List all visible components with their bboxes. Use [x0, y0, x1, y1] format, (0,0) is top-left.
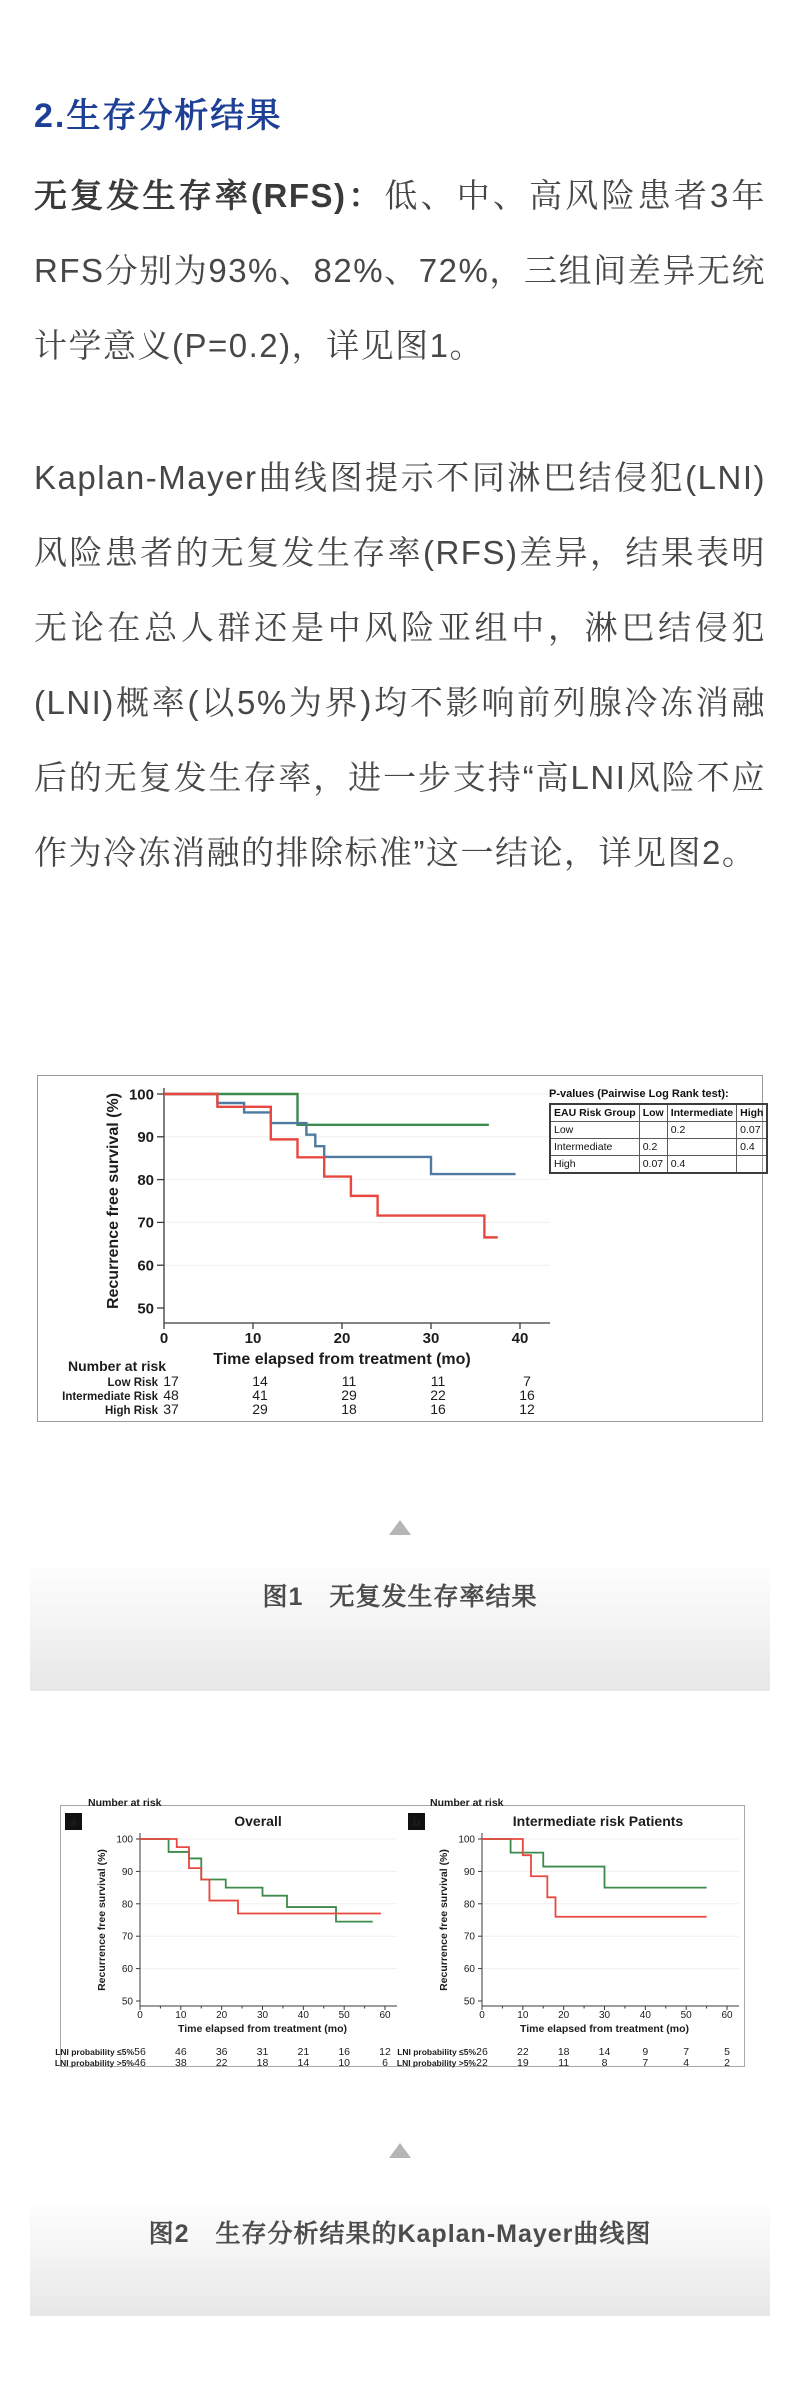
figure2-image [54, 1797, 745, 2069]
svg-text:Recurrence free survival (%): Recurrence free survival (%) [96, 1849, 108, 1991]
svg-text:60: 60 [379, 2010, 391, 2021]
section-heading: 2.生存分析结果 [34, 97, 283, 135]
svg-text:50: 50 [463, 1996, 475, 2008]
svg-text:22: 22 [476, 2057, 488, 2069]
svg-text:Low Risk: Low Risk [107, 1377, 158, 1389]
svg-text:20: 20 [558, 2010, 570, 2021]
svg-text:LNI probability >5%: LNI probability >5% [54, 2058, 134, 2068]
paragraph-rfs-lead: 无复发生存率(RFS)： [34, 177, 385, 214]
svg-text:90: 90 [463, 1866, 475, 1878]
svg-text:46: 46 [134, 2057, 146, 2069]
svg-text:90: 90 [121, 1866, 133, 1878]
svg-text:50: 50 [137, 1300, 154, 1318]
svg-text:60: 60 [137, 1257, 154, 1275]
svg-text:10: 10 [244, 1330, 262, 1347]
svg-text:12: 12 [379, 2046, 391, 2058]
svg-text:90: 90 [137, 1129, 154, 1147]
svg-text:30: 30 [422, 1330, 440, 1347]
svg-text:LNI probability >5%: LNI probability >5% [396, 2058, 476, 2068]
svg-text:80: 80 [121, 1899, 133, 1911]
svg-text:6: 6 [382, 2057, 388, 2069]
collapse-figure1-button[interactable] [389, 1520, 411, 1535]
pvalues-cell: 0.07 [639, 1156, 667, 1174]
svg-text:20: 20 [216, 2010, 228, 2021]
svg-text:60: 60 [121, 1964, 133, 1976]
svg-text:10: 10 [175, 2010, 187, 2021]
svg-text:Number at risk: Number at risk [88, 1797, 162, 1809]
pvalues-cell: Intermediate [550, 1139, 639, 1156]
pvalues-col-header: EAU Risk Group [550, 1104, 639, 1122]
svg-text:Recurrence free survival (%): Recurrence free survival (%) [438, 1849, 450, 1991]
svg-text:80: 80 [137, 1171, 154, 1189]
figure1-pvalues-table [549, 1088, 764, 1174]
svg-text:38: 38 [174, 2057, 187, 2069]
svg-text:50: 50 [338, 2010, 350, 2021]
paragraph-rfs [34, 158, 766, 383]
svg-text:70: 70 [137, 1214, 154, 1232]
svg-text:11: 11 [341, 1373, 357, 1389]
svg-text:46: 46 [174, 2046, 187, 2058]
svg-text:12: 12 [519, 1401, 535, 1417]
paragraph-kaplan-mayer: Kaplan-Mayer曲线图提示不同淋巴结侵犯(LNI)风险患者的无复发生存率(RFS)差异，结果表明无论在总人群还是中风险亚组中，淋巴结侵犯(LNI)概率(以5%为界)均不影响前列腺冷冻消融后的无复发生存率，进一步支持“高LNI风险不应作为冷冻消融的排除标准”这一结论，详见图2。 [34, 459, 766, 871]
svg-text:8: 8 [601, 2057, 608, 2069]
svg-text:16: 16 [430, 1401, 446, 1417]
paragraph-rfs-body: 低、中、高风险患者3年RFS分别为93%、82%、72%，三组间差异无统计学意义(P=0.2)，详见图1。 [34, 177, 766, 364]
svg-text:29: 29 [252, 1401, 268, 1417]
svg-text:11: 11 [558, 2057, 570, 2069]
svg-text:20: 20 [333, 1330, 351, 1347]
pvalues-col-header: Low [639, 1104, 667, 1122]
svg-text:a: a [70, 1815, 77, 1829]
svg-text:10: 10 [338, 2057, 351, 2069]
svg-text:7: 7 [523, 1373, 531, 1389]
svg-text:56: 56 [134, 2046, 146, 2058]
svg-text:100: 100 [116, 1834, 133, 1846]
pvalues-cell: 0.4 [667, 1156, 736, 1174]
svg-text:40: 40 [639, 2010, 651, 2021]
svg-text:18: 18 [557, 2046, 570, 2058]
svg-text:29: 29 [341, 1387, 357, 1403]
svg-text:16: 16 [338, 2046, 351, 2058]
svg-text:22: 22 [430, 1387, 446, 1403]
svg-text:19: 19 [516, 2057, 529, 2069]
svg-text:LNI probability ≤5%: LNI probability ≤5% [397, 2047, 476, 2057]
svg-text:10: 10 [517, 2010, 529, 2021]
svg-text:18: 18 [341, 1401, 357, 1417]
svg-text:11: 11 [430, 1373, 446, 1389]
pvalues-table [549, 1103, 768, 1174]
pvalues-cell [737, 1156, 768, 1174]
pvalues-cell: High [550, 1156, 639, 1174]
svg-text:b: b [412, 1815, 421, 1829]
figure2-km-charts [54, 1797, 744, 2069]
svg-text:30: 30 [256, 2010, 269, 2021]
svg-text:31: 31 [256, 2046, 269, 2058]
svg-text:40: 40 [511, 1330, 529, 1347]
svg-text:Intermediate risk Patients: Intermediate risk Patients [512, 1813, 684, 1829]
figure1-caption: 图1 无复发生存率结果 [262, 1583, 538, 1611]
svg-text:0: 0 [159, 1330, 169, 1347]
svg-text:14: 14 [252, 1373, 268, 1389]
svg-text:17: 17 [163, 1373, 179, 1389]
svg-text:48: 48 [163, 1387, 179, 1403]
svg-text:Overall: Overall [234, 1813, 282, 1829]
svg-text:70: 70 [463, 1931, 475, 1943]
svg-text:100: 100 [128, 1086, 154, 1104]
svg-text:Time elapsed from treatment (m: Time elapsed from treatment (mo) [519, 2023, 690, 2035]
svg-text:50: 50 [121, 1996, 133, 2008]
svg-text:60: 60 [721, 2010, 733, 2021]
svg-text:60: 60 [463, 1964, 475, 1976]
svg-text:5: 5 [724, 2046, 730, 2058]
figure2-caption: 图2 生存分析结果的Kaplan-Mayer曲线图 [148, 2220, 652, 2248]
pvalues-table-title: P-values (Pairwise Log Rank test): [549, 1088, 729, 1100]
svg-text:37: 37 [163, 1401, 179, 1417]
collapse-figure2-button[interactable] [389, 2143, 411, 2158]
svg-text:9: 9 [642, 2046, 649, 2058]
svg-text:16: 16 [519, 1387, 535, 1403]
pvalues-cell: 0.2 [667, 1122, 736, 1139]
svg-text:80: 80 [463, 1899, 475, 1911]
svg-text:4: 4 [683, 2057, 690, 2069]
pvalues-col-header: Intermediate [667, 1104, 736, 1122]
svg-text:22: 22 [516, 2046, 529, 2058]
svg-text:Recurrence free survival (%): Recurrence free survival (%) [105, 1092, 122, 1310]
pvalues-cell: 0.07 [737, 1122, 768, 1139]
svg-text:21: 21 [297, 2046, 310, 2058]
pvalues-cell [639, 1122, 667, 1139]
svg-text:30: 30 [598, 2010, 611, 2021]
pvalues-col-header: High [737, 1104, 768, 1122]
svg-text:2: 2 [724, 2057, 730, 2069]
svg-text:Number at risk: Number at risk [430, 1797, 504, 1809]
svg-text:Time elapsed from treatment (m: Time elapsed from treatment (mo) [177, 2023, 348, 2035]
figure2-caption-band [30, 2205, 770, 2316]
svg-text:36: 36 [215, 2046, 228, 2058]
svg-text:100: 100 [458, 1834, 475, 1846]
svg-text:Time elapsed from treatment (m: Time elapsed from treatment (mo) [213, 1351, 471, 1368]
svg-text:High Risk: High Risk [104, 1405, 158, 1417]
svg-text:40: 40 [297, 2010, 309, 2021]
svg-text:41: 41 [252, 1387, 268, 1403]
figure1-caption-band [30, 1568, 770, 1691]
pvalues-cell [667, 1139, 736, 1156]
figure1-image [37, 1075, 763, 1422]
svg-text:7: 7 [642, 2057, 649, 2069]
pvalues-cell: 0.2 [639, 1139, 667, 1156]
pvalues-cell: 0.4 [737, 1139, 768, 1156]
svg-text:0: 0 [479, 2010, 485, 2021]
svg-text:14: 14 [297, 2057, 310, 2069]
pvalues-cell: Low [550, 1122, 639, 1139]
svg-text:Number at risk: Number at risk [68, 1358, 167, 1374]
svg-text:Intermediate Risk: Intermediate Risk [62, 1391, 158, 1403]
svg-text:70: 70 [121, 1931, 133, 1943]
svg-text:26: 26 [476, 2046, 488, 2058]
svg-text:22: 22 [215, 2057, 228, 2069]
svg-text:0: 0 [137, 2010, 143, 2021]
svg-text:LNI probability ≤5%: LNI probability ≤5% [55, 2047, 134, 2057]
svg-text:50: 50 [680, 2010, 692, 2021]
svg-text:7: 7 [683, 2046, 690, 2058]
svg-text:14: 14 [598, 2046, 611, 2058]
svg-text:18: 18 [256, 2057, 269, 2069]
